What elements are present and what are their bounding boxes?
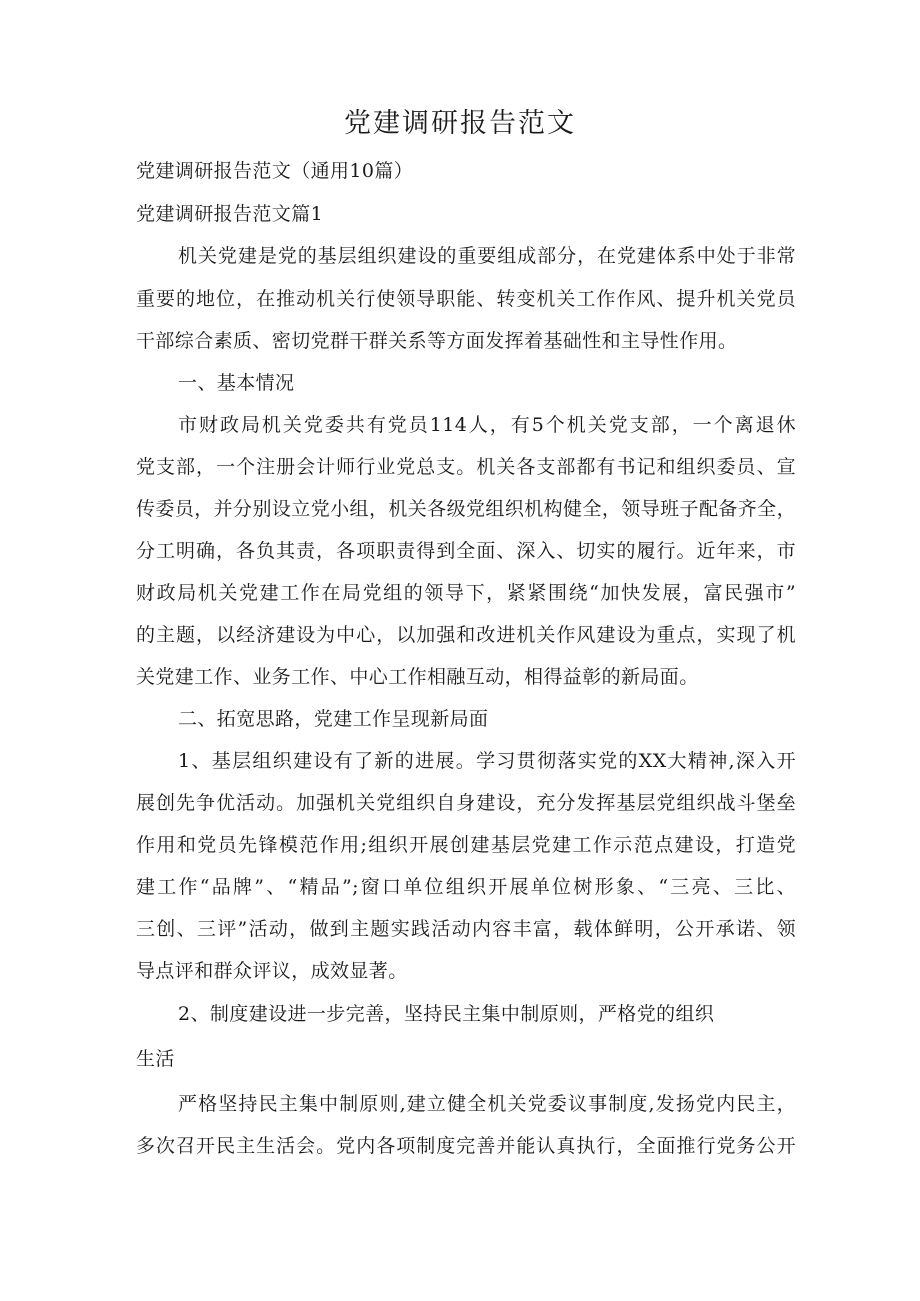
paragraph-line: 的主题，以经济建设为中心，以加强和改进机关作风建设为重点，实现了机 <box>136 624 796 646</box>
document-title: 党建调研报告范文 <box>344 108 576 139</box>
subheading-continuation: 生活 <box>136 1048 175 1070</box>
paragraph-line: 严格坚持民主集中制原则,建立健全机关党委议事制度,发扬党内民主， <box>178 1093 796 1115</box>
section-heading: 党建调研报告范文篇1 <box>136 203 324 225</box>
paragraph-line: 财政局机关党建工作在局党组的领导下，紧紧围绕“加快发展，富民强市” <box>136 582 796 604</box>
paragraph-line: 机关党建是党的基层组织建设的重要组成部分，在党建体系中处于非常 <box>178 245 796 267</box>
paragraph-line: 建工作“品牌”、“精品”;窗口单位组织开展单位树形象、“三亮、三比、 <box>136 876 796 898</box>
paragraph-line: 重要的地位，在推动机关行使领导职能、转变机关工作作风、提升机关党员 <box>136 288 796 310</box>
paragraph-line: 1、基层组织建设有了新的进展。学习贯彻落实党的XX大精神,深入开 <box>178 750 796 772</box>
paragraph-line: 导点评和群众评议，成效显著。 <box>136 960 408 982</box>
paragraph-line: 干部综合素质、密切党群干群关系等方面发挥着基础性和主导性作用。 <box>136 330 738 352</box>
paragraph-line: 三创、三评”活动，做到主题实践活动内容丰富，载体鲜明，公开承诺、领 <box>136 918 796 940</box>
paragraph-line: 传委员，并分别设立党小组，机关各级党组织机构健全，领导班子配备齐全， <box>136 498 796 520</box>
paragraph-line: 分工明确，各负其责，各项职责得到全面、深入、切实的履行。近年来，市 <box>136 540 796 562</box>
paragraph-line: 多次召开民主生活会。党内各项制度完善并能认真执行，全面推行党务公开 <box>136 1135 796 1157</box>
paragraph-line: 党支部，一个注册会计师行业党总支。机关各支部都有书记和组织委员、宣 <box>136 456 796 478</box>
paragraph-line: 作用和党员先锋模范作用;组织开展创建基层党建工作示范点建设，打造党 <box>136 834 796 856</box>
paragraph-line: 展创先争优活动。加强机关党组织自身建设，充分发挥基层党组织战斗堡垒 <box>136 792 796 814</box>
subheading-system-building: 2、制度建设进一步完善，坚持民主集中制原则，严格党的组织 <box>178 1003 715 1025</box>
paragraph-line: 市财政局机关党委共有党员114人，有5个机关党支部，一个离退休 <box>178 414 796 436</box>
subheading-new-ideas: 二、拓宽思路，党建工作呈现新局面 <box>178 708 489 730</box>
subheading-basic-situation: 一、基本情况 <box>178 372 295 394</box>
document-subtitle: 党建调研报告范文（通用10篇） <box>136 160 414 182</box>
paragraph-line: 关党建工作、业务工作、中心工作相融互动，相得益彰的新局面。 <box>136 666 699 688</box>
